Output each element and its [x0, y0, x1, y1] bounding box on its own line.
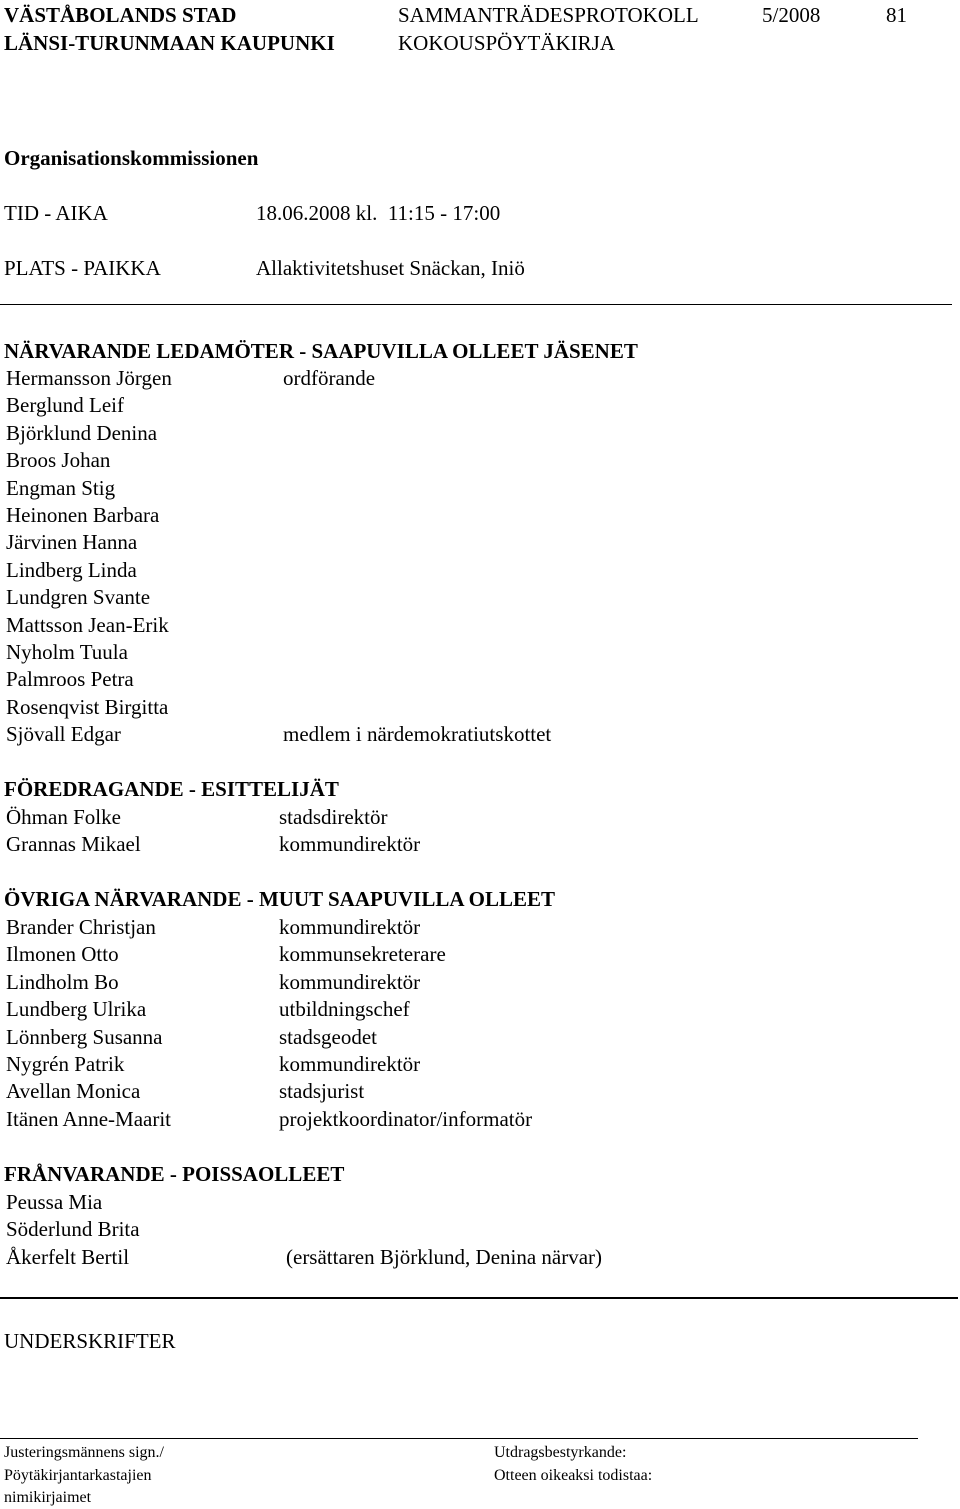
- page-number: 81: [886, 3, 907, 27]
- person-role: ordförande: [283, 366, 376, 390]
- org-name-sv: VÄSTÅBOLANDS STAD: [4, 3, 237, 27]
- absent-heading: FRÅNVARANDE - POISSAOLLEET: [4, 1162, 345, 1186]
- person-name: Itänen Anne-Maarit: [6, 1106, 172, 1131]
- person-name: Åkerfelt Bertil: [6, 1244, 130, 1269]
- signatures-heading: UNDERSKRIFTER: [4, 1329, 176, 1353]
- divider-bottom: [0, 1297, 958, 1299]
- person-role: stadsdirektör: [279, 805, 388, 829]
- place-label: PLATS - PAIKKA: [4, 256, 161, 280]
- time-label: TID - AIKA: [4, 201, 108, 225]
- footer-initials-fi-2: nimikirjaimet: [4, 1489, 92, 1506]
- person-name: Nygrén Patrik: [6, 1052, 125, 1076]
- person-name: Lundgren Svante: [6, 585, 151, 610]
- doctype-sv: SAMMANTRÄDESPROTOKOLL: [398, 3, 699, 27]
- person-name: Björklund Denina: [6, 420, 158, 445]
- footer-certified-sv: Utdragsbestyrkande:: [494, 1444, 627, 1461]
- person-name: Brander Christjan: [6, 915, 156, 939]
- time-value: 18.06.2008 kl. 11:15 - 17:00: [256, 201, 501, 225]
- signature-line: [0, 1438, 918, 1439]
- person-name: Lönnberg Susanna: [6, 1024, 163, 1049]
- person-role: kommundirektör: [279, 832, 421, 857]
- person-role: kommundirektör: [279, 1052, 421, 1076]
- person-name: Hermansson Jörgen: [6, 366, 172, 390]
- person-name: Lindberg Linda: [6, 557, 137, 582]
- person-role: kommundirektör: [279, 969, 421, 994]
- protocol-number: 5/2008: [762, 3, 821, 27]
- person-role: kommunsekreterare: [279, 942, 446, 967]
- members-heading: NÄRVARANDE LEDAMÖTER - SAAPUVILLA OLLEET JÄSENET: [4, 339, 638, 363]
- person-role: utbildningschef: [279, 997, 410, 1022]
- person-name: Mattsson Jean-Erik: [6, 612, 169, 637]
- person-role: kommundirektör: [279, 915, 421, 939]
- person-name: Sjövall Edgar: [6, 722, 121, 747]
- person-name: Rosenqvist Birgitta: [6, 694, 169, 719]
- person-name: Nyholm Tuula: [6, 640, 128, 664]
- person-role: stadsjurist: [279, 1079, 365, 1104]
- others-heading: ÖVRIGA NÄRVARANDE - MUUT SAAPUVILLA OLLEET: [4, 887, 555, 911]
- footer-initials-sv: Justeringsmännens sign./: [4, 1444, 164, 1461]
- commission-name: Organisationskommissionen: [4, 146, 259, 170]
- person-name: Broos Johan: [6, 448, 111, 473]
- person-name: Engman Stig: [6, 475, 116, 500]
- place-value: Allaktivitetshuset Snäckan, Iniö: [256, 256, 525, 280]
- person-name: Öhman Folke: [6, 805, 121, 829]
- person-role: projektkoordinator/informatör: [279, 1106, 533, 1131]
- person-name: Avellan Monica: [6, 1079, 141, 1104]
- person-name: Grannas Mikael: [6, 832, 141, 857]
- person-name: Peussa Mia: [6, 1190, 103, 1214]
- person-role: stadsgeodet: [279, 1024, 377, 1049]
- person-name: Berglund Leif: [6, 393, 125, 418]
- footer-initials-fi: Pöytäkirjantarkastajien: [4, 1467, 152, 1484]
- person-name: Ilmonen Otto: [6, 942, 119, 967]
- person-name: Lindholm Bo: [6, 969, 119, 994]
- person-role: (ersättaren Björklund, Denina närvar): [286, 1244, 603, 1269]
- person-name: Järvinen Hanna: [6, 530, 138, 555]
- person-name: Heinonen Barbara: [6, 503, 160, 527]
- doctype-fi: KOKOUSPÖYTÄKIRJA: [398, 31, 616, 55]
- presenters-heading: FÖREDRAGANDE - ESITTELIJÄT: [4, 777, 339, 801]
- person-role: medlem i närdemokratiutskottet: [283, 722, 552, 747]
- person-name: Palmroos Petra: [6, 667, 134, 692]
- person-name: Lundberg Ulrika: [6, 997, 147, 1022]
- divider-top: [0, 304, 952, 305]
- org-name-fi: LÄNSI-TURUNMAAN KAUPUNKI: [4, 31, 335, 55]
- footer-certified-fi: Otteen oikeaksi todistaa:: [494, 1467, 653, 1484]
- person-name: Söderlund Brita: [6, 1217, 140, 1242]
